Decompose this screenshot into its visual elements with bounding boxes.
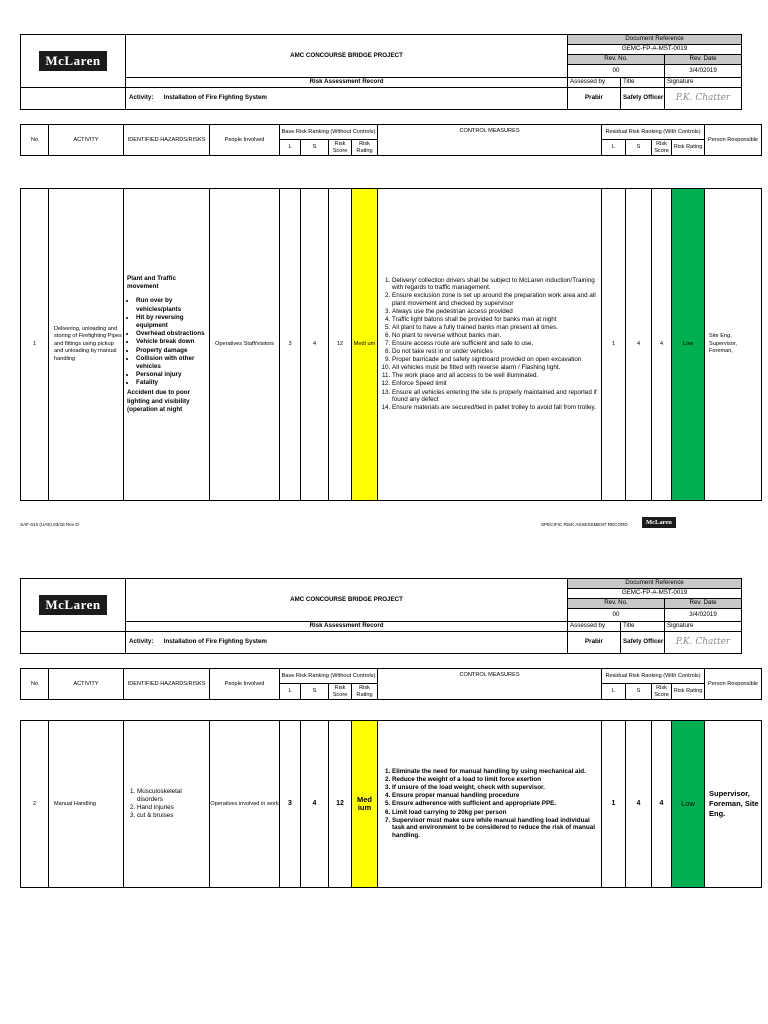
hazard-item: 2. Hand injuries [137,804,206,812]
record-title: Risk Assessment Record [126,78,568,88]
row-activity: Delivering, unloading and storing of Firefighting Pipes and fittings using pickup and unloading by manual handling [49,189,124,501]
assessed-by-label: Assessed by [568,622,621,632]
signature-image: P.K. Chatter [675,92,731,103]
col-control: CONTROL MEASURES [378,669,602,700]
activity-line [126,88,568,110]
row-res-s: 4 [626,189,652,501]
page2-column-header [20,668,762,700]
col-control: CONTROL MEASURES [378,125,602,156]
row-hazards [124,189,210,501]
control-item: 2. Ensure exclusion zone is set up around the preparation work area and all plant movement and checked by supervisor [392,292,598,307]
signature-label: Signature [665,622,742,632]
hazard-item: • Fatality [136,379,206,387]
col-res-risk-score: Risk Score [652,140,672,156]
col-no: No [21,125,49,156]
row-person: Supervisor, Foreman, Site Eng. [705,721,762,888]
rev-no-label: Rev. No. [568,599,665,609]
col-hazards: IDENTIFIED HAZARDS/RISKS [124,669,210,700]
rev-no-label: Rev. No. [568,55,665,65]
row-rating: Med ium [352,721,378,888]
assessed-by-label: Assessed by [568,78,621,88]
page2-header [20,578,742,654]
control-item: 14. Ensure materials are secured/tied in pallet trolley to avoid fall from trolley. [392,404,598,412]
row-res-score: 4 [652,721,672,888]
doc-ref-value: GEMC-FP-A-MST-0019 [568,589,742,599]
title-value: Safety Officer [621,88,665,110]
control-item: 13. Ensure all vehicles entering the site is properly maintained and reported if found any defect [392,389,598,404]
col-risk-score: Risk Score [329,684,352,700]
control-item: 7. Ensure access route are sufficient and safe to use. [392,340,598,348]
hazard-item: • Run over by vehicles/plants [136,297,206,313]
col-s: S [301,140,329,156]
company-logo: McLaren [39,51,106,71]
footer-title: SPECIFIC RISK ASSESSMENT RECORD [541,522,628,527]
project-title: AMC CONCOURSE BRIDGE PROJECT [126,35,568,78]
col-base-group: Base Risk Ranking (Without Controls) [280,125,378,140]
activity-label: Activity: [129,638,154,646]
rev-date-value: 3/4/02019 [665,609,742,622]
col-res-risk-rating: Risk Rating [672,140,705,156]
row-l: 3 [280,721,301,888]
row-res-rating: Low [672,189,705,501]
control-item: 4. Ensure proper manual handling procedure [392,792,598,800]
footer-code: SAF-010 (UAE) 03/18 Rev D [20,522,79,527]
control-list [381,768,598,839]
control-item: 2. Reduce the weight of a load to limit force exertion [392,776,598,784]
page1-column-header [20,124,762,156]
hazard-list [127,788,206,821]
row-controls [378,189,602,501]
col-risk-rating: Risk Rating [352,140,378,156]
row-activity: Manual Handling [49,721,124,888]
hazard-item: • Vehicle break down [136,338,206,346]
control-item: 6. No plant to reverse without banks man. [392,332,598,340]
rev-date-label: Rev. Date [665,55,742,65]
col-l: L [280,140,301,156]
col-base-group: Base Risk Ranking (Without Controls) [280,669,378,684]
title-label: Title [621,78,665,88]
control-item: 1. Eliminate the need for manual handling by using mechanical aid. [392,768,598,776]
col-person: Person Responsible [705,669,762,700]
col-activity: ACTIVITY [49,125,124,156]
row-s: 4 [301,189,329,501]
activity-value: Installation of Fire Fighting System [163,94,267,102]
row-person: Site Eng. Supervisor, Foreman, [705,189,762,501]
logo-cell [21,579,126,632]
rev-date-value: 3/4/02019 [665,65,742,78]
activity-value: Installation of Fire Fighting System [163,638,267,646]
col-hazards: IDENTIFIED HAZARDS/RISKS [124,125,210,156]
signature-label: Signature [665,78,742,88]
page1-header [20,34,742,110]
row-l: 3 [280,189,301,501]
row-s: 4 [301,721,329,888]
row-res-l: 1 [602,189,626,501]
control-item: 12. Enforce Speed limit [392,380,598,388]
hazard-item: 1. Musculoskeletal disorders [137,788,206,804]
doc-ref-label: Document Reference [568,35,742,45]
col-res-risk-rating: Risk Rating [672,684,705,700]
control-item: 3. If unsure of the load weight, check with supervisor. [392,784,598,792]
row-controls [378,721,602,888]
control-item: 11. The work place and all access to be well illuminated. [392,372,598,380]
control-item: 3. Always use the pedestrian access provided [392,308,598,316]
title-label: Title [621,622,665,632]
logo-cell [21,35,126,88]
col-people: People Involved [210,125,280,156]
row-no: 1 [21,189,49,501]
rev-date-label: Rev. Date [665,599,742,609]
project-title: AMC CONCOURSE BRIDGE PROJECT [126,579,568,622]
hazard-item: • Hit by reversing equipment [136,314,206,330]
row-score: 12 [329,189,352,501]
page2-row [20,720,762,888]
col-s: S [301,684,329,700]
col-residual-group: Residual Risk Ranking (With Controls) [602,125,705,140]
hazard-item: • Collision with other vehicles [136,355,206,371]
control-item: 10. All vehicles must be fitted with reverse alarm / Flashing light. [392,364,598,372]
control-item: 7. Supervisor must make sure while manual handling load individual task and environment to be considered to reduce the risk of manual handling. [392,817,598,840]
control-item: 8. Do not take rest in or under vehicles [392,348,598,356]
col-residual-group: Residual Risk Ranking (With Controls) [602,669,705,684]
col-person: Person Responsible [705,125,762,156]
control-item: 5. Ensure adherence with sufficient and appropriate PPE. [392,800,598,808]
footer-logo: McLaren [642,517,676,528]
signature-cell [665,88,742,110]
row-people: Operatives Staff/visitors [210,189,280,501]
control-item: 6. Limit load carrying to 20kg per person [392,809,598,817]
col-risk-rating: Risk Rating [352,684,378,700]
assessed-by-value: Prabir [568,88,621,110]
hazard-item: 3. cut & bruises [137,812,206,820]
row-people: Operatives involved in work [210,721,280,888]
col-no: No [21,669,49,700]
row-score: 12 [329,721,352,888]
signature-image: P.K. Chatter [675,636,731,647]
record-title: Risk Assessment Record [126,622,568,632]
activity-label: Activity: [129,94,154,102]
rev-no-value: 00 [568,65,665,78]
doc-ref-label: Document Reference [568,579,742,589]
row-res-l: 1 [602,721,626,888]
control-item: 1. Delivery/ collection drivers shall be subject to McLaren induction/Training with regards to traffic management. [392,277,598,292]
col-l: L [280,684,301,700]
col-res-l: L [602,140,626,156]
hazard-title: Plant and Traffic movement [127,275,176,291]
row-rating: Medi um [352,189,378,501]
control-item: 4. Traffic light batons shall be provided for banks man at night [392,316,598,324]
row-hazards [124,721,210,888]
control-item: 5. All plant to have a fully trained banks man present all times. [392,324,598,332]
control-item: 9. Proper barricade and safety signboard provided on open excavation [392,356,598,364]
hazard-list [127,297,206,387]
doc-ref-value: GEMC-FP-A-MST-0019 [568,45,742,55]
hazard-item: • Personal injury [136,371,206,379]
activity-line [126,632,568,654]
control-list [381,277,598,412]
title-value: Safety Officer [621,632,665,654]
col-res-l: L [602,684,626,700]
assessed-by-value: Prabir [568,632,621,654]
col-res-s: S [626,140,652,156]
row-res-s: 4 [626,721,652,888]
signature-cell [665,632,742,654]
col-risk-score: Risk Score [329,140,352,156]
col-people: People Involved [210,669,280,700]
company-logo: McLaren [39,595,106,615]
row-res-rating: Low [672,721,705,888]
hazard-item: • Property damage [136,347,206,355]
col-res-risk-score: Risk Score [652,684,672,700]
page1-row [20,188,762,501]
row-res-score: 4 [652,189,672,501]
row-no: 2 [21,721,49,888]
hazard-item: • Overhead obstractions [136,330,206,338]
col-activity: ACTIVITY [49,669,124,700]
rev-no-value: 00 [568,609,665,622]
col-res-s: S [626,684,652,700]
hazard-extra: Accident due to poor lighting and visibility (operation at night [127,389,190,413]
